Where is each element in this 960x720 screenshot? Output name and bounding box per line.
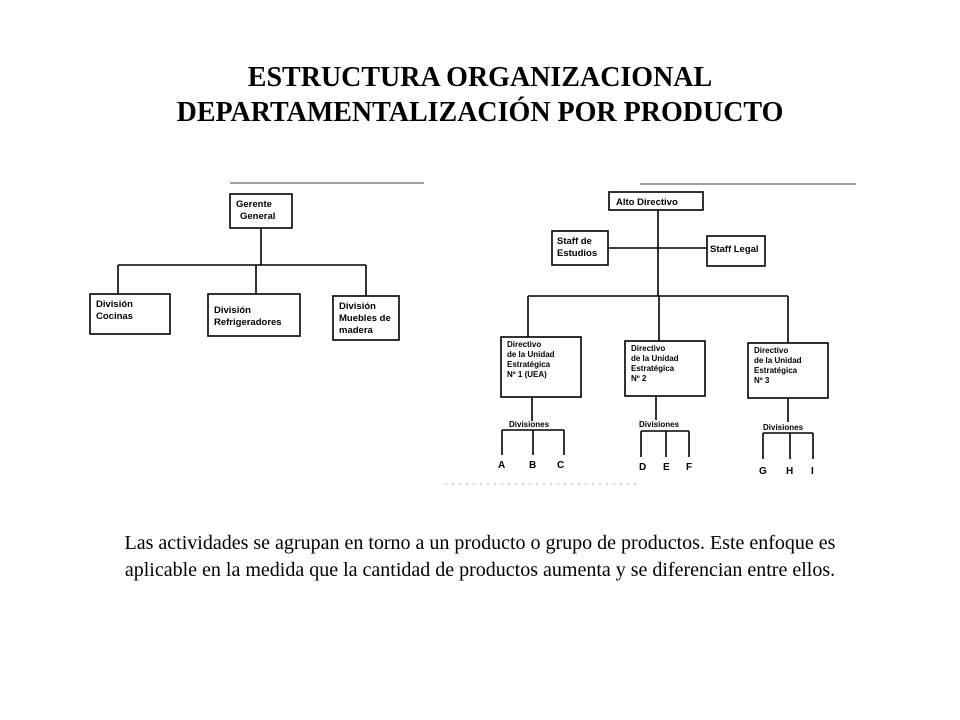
page-title-line-2: DEPARTAMENTALIZACIÓN POR PRODUCTO xyxy=(176,97,784,128)
division-cocinas-line-1: División xyxy=(96,299,133,310)
unidad-1-line-3: Estratégica xyxy=(507,360,551,369)
unidad-1-line-1: Directivo xyxy=(507,340,542,349)
unidad-3-line-1: Directivo xyxy=(754,346,789,355)
unidad-3-line-4: Nº 3 xyxy=(754,376,770,385)
alto-directivo-label: Alto Directivo xyxy=(616,197,678,208)
division-letter-d: D xyxy=(639,462,647,473)
right-org-chart xyxy=(445,184,856,484)
staff-legal-label: Staff Legal xyxy=(710,244,759,255)
division-letter-c: C xyxy=(557,460,565,471)
divisiones-label-1: Divisiones xyxy=(509,420,550,429)
divisiones-label-2: Divisiones xyxy=(639,420,680,429)
division-muebles-line-1: División xyxy=(339,301,376,312)
division-letter-a: A xyxy=(498,460,506,471)
gerente-general-line-2: General xyxy=(240,211,276,222)
staff-estudios-line-2: Estudios xyxy=(557,248,598,259)
unidad-1-line-4: Nº 1 (UEA) xyxy=(507,370,547,379)
division-letter-b: B xyxy=(529,460,537,471)
division-letter-h: H xyxy=(786,466,794,477)
left-org-chart xyxy=(90,183,424,340)
unidad-2-line-2: de la Unidad xyxy=(631,354,679,363)
division-cocinas-line-2: Cocinas xyxy=(96,311,133,322)
division-refrigeradores-line-2: Refrigeradores xyxy=(214,317,282,328)
unidad-3-line-3: Estratégica xyxy=(754,366,798,375)
division-muebles-line-3: madera xyxy=(339,325,373,336)
gerente-general-line-1: Gerente xyxy=(236,199,272,210)
division-letter-f: F xyxy=(686,462,693,473)
unidad-2-line-1: Directivo xyxy=(631,344,666,353)
division-muebles-line-2: Muebles de xyxy=(339,313,391,324)
divisiones-label-3: Divisiones xyxy=(763,423,804,432)
unidad-1-line-2: de la Unidad xyxy=(507,350,555,359)
unidad-2-line-4: Nº 2 xyxy=(631,374,647,383)
unidad-2-line-3: Estratégica xyxy=(631,364,675,373)
division-letter-i: I xyxy=(811,466,814,477)
division-letter-g: G xyxy=(759,466,767,477)
description-text: Las actividades se agrupan en torno a un producto o grupo de productos. Este enfoque es aplicable en la medida que la cantidad de productos aumenta y se diferencian entre ellos. xyxy=(124,532,836,581)
division-refrigeradores-line-1: División xyxy=(214,305,251,316)
staff-estudios-line-1: Staff de xyxy=(557,236,592,247)
page-title-line-1: ESTRUCTURA ORGANIZACIONAL xyxy=(247,62,713,93)
division-letter-e: E xyxy=(663,462,670,473)
unidad-3-line-2: de la Unidad xyxy=(754,356,802,365)
